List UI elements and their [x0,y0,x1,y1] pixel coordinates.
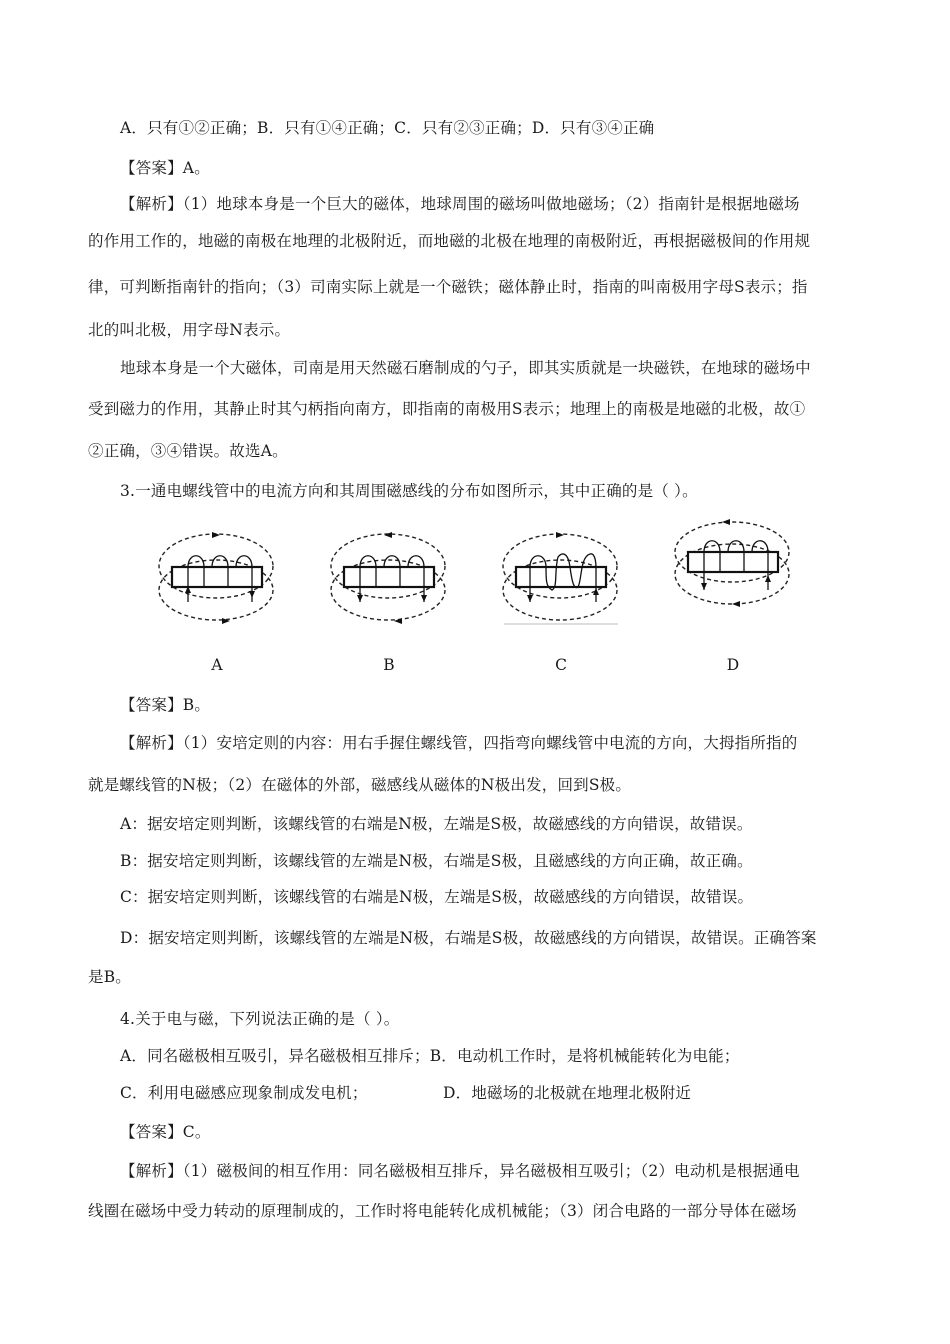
q3-option-d-explain-cont: 是B。 [88,968,131,986]
figure-label-a: A [211,656,223,674]
q4-option-d: D．地磁场的北极就在地理北极附近 [443,1084,692,1102]
q2-answer: 【答案】A。 [120,159,210,177]
solenoid-figure-a [152,512,282,632]
figure-label-c: C [555,656,567,674]
q2-explain-line-3: ②正确，③④错误。故选A。 [88,442,288,460]
q3-option-c-explain: C：据安培定则判断，该螺线管的右端是N极，左端是S极，故磁感线的方向错误，故错误。 [120,888,754,906]
q2-options: A．只有①②正确；B．只有①④正确；C．只有②③正确；D．只有③④正确 [120,119,655,137]
q3-stem: 3.一通电螺线管中的电流方向和其周围磁感线的分布如图所示，其中正确的是（ ）。 [120,482,698,500]
q2-explain-line-1: 地球本身是一个大磁体，司南是用天然磁石磨制成的勺子，即其实质就是一块磁铁，在地球的磁场中 [120,359,811,377]
q3-option-b-explain: B：据安培定则判断，该螺线管的左端是N极，右端是S极，且磁感线的方向正确，故正确。 [120,852,753,870]
figure-label-b: B [383,656,395,674]
q2-analysis-line-1: 【解析】（1）地球本身是一个巨大的磁体，地球周围的磁场叫做地磁场；（2）指南针是根据地磁场 [120,195,800,213]
q3-option-d-explain: D：据安培定则判断，该螺线管的左端是N极，右端是S极，故磁感线的方向错误，故错误。正确答案 [120,929,817,947]
q4-options-ab: A．同名磁极相互吸引，异名磁极相互排斥；B．电动机工作时，是将机械能转化为电能； [120,1047,740,1065]
q2-analysis-line-2: 的作用工作的，地磁的南极在地理的北极附近，而地磁的北极在地理的南极附近，再根据磁极间的作用规 [88,232,811,250]
q4-option-c: C．利用电磁感应现象制成发电机； [120,1084,368,1102]
q2-explain-line-2: 受到磁力的作用，其静止时其勺柄指向南方，即指南的南极用S表示；地理上的南极是地磁的北极，故① [88,400,806,418]
solenoid-figure-b [324,512,454,632]
q4-analysis-line-2: 线圈在磁场中受力转动的原理制成的，工作时将电能转化成机械能；（3）闭合电路的一部分导体在磁场 [88,1202,797,1220]
q3-option-a-explain: A：据安培定则判断，该螺线管的右端是N极，左端是S极，故磁感线的方向错误，故错误。 [120,815,753,833]
figure-label-d: D [726,656,740,674]
q2-analysis-line-4: 北的叫北极，用字母N表示。 [88,321,291,339]
q4-answer: 【答案】C。 [120,1123,211,1141]
q3-analysis-line-2: 就是螺线管的N极；（2）在磁体的外部，磁感线从磁体的N极出发，回到S极。 [88,776,632,794]
q4-analysis-line-1: 【解析】（1）磁极间的相互作用：同名磁极相互排斥，异名磁极相互吸引；（2）电动机是根据通电 [120,1162,800,1180]
solenoid-figure-c [496,512,626,632]
q4-stem: 4.关于电与磁，下列说法正确的是（ ）。 [120,1010,400,1028]
q3-answer: 【答案】B。 [120,696,211,714]
q3-analysis-line-1: 【解析】（1）安培定则的内容：用右手握住螺线管，四指弯向螺线管中电流的方向，大拇指所指的 [120,734,798,752]
solenoid-figure-d [668,512,798,632]
q2-analysis-line-3: 律，可判断指南针的指向；（3）司南实际上就是一个磁铁；磁体静止时，指南的叫南极用字母S表示；指 [88,278,808,296]
